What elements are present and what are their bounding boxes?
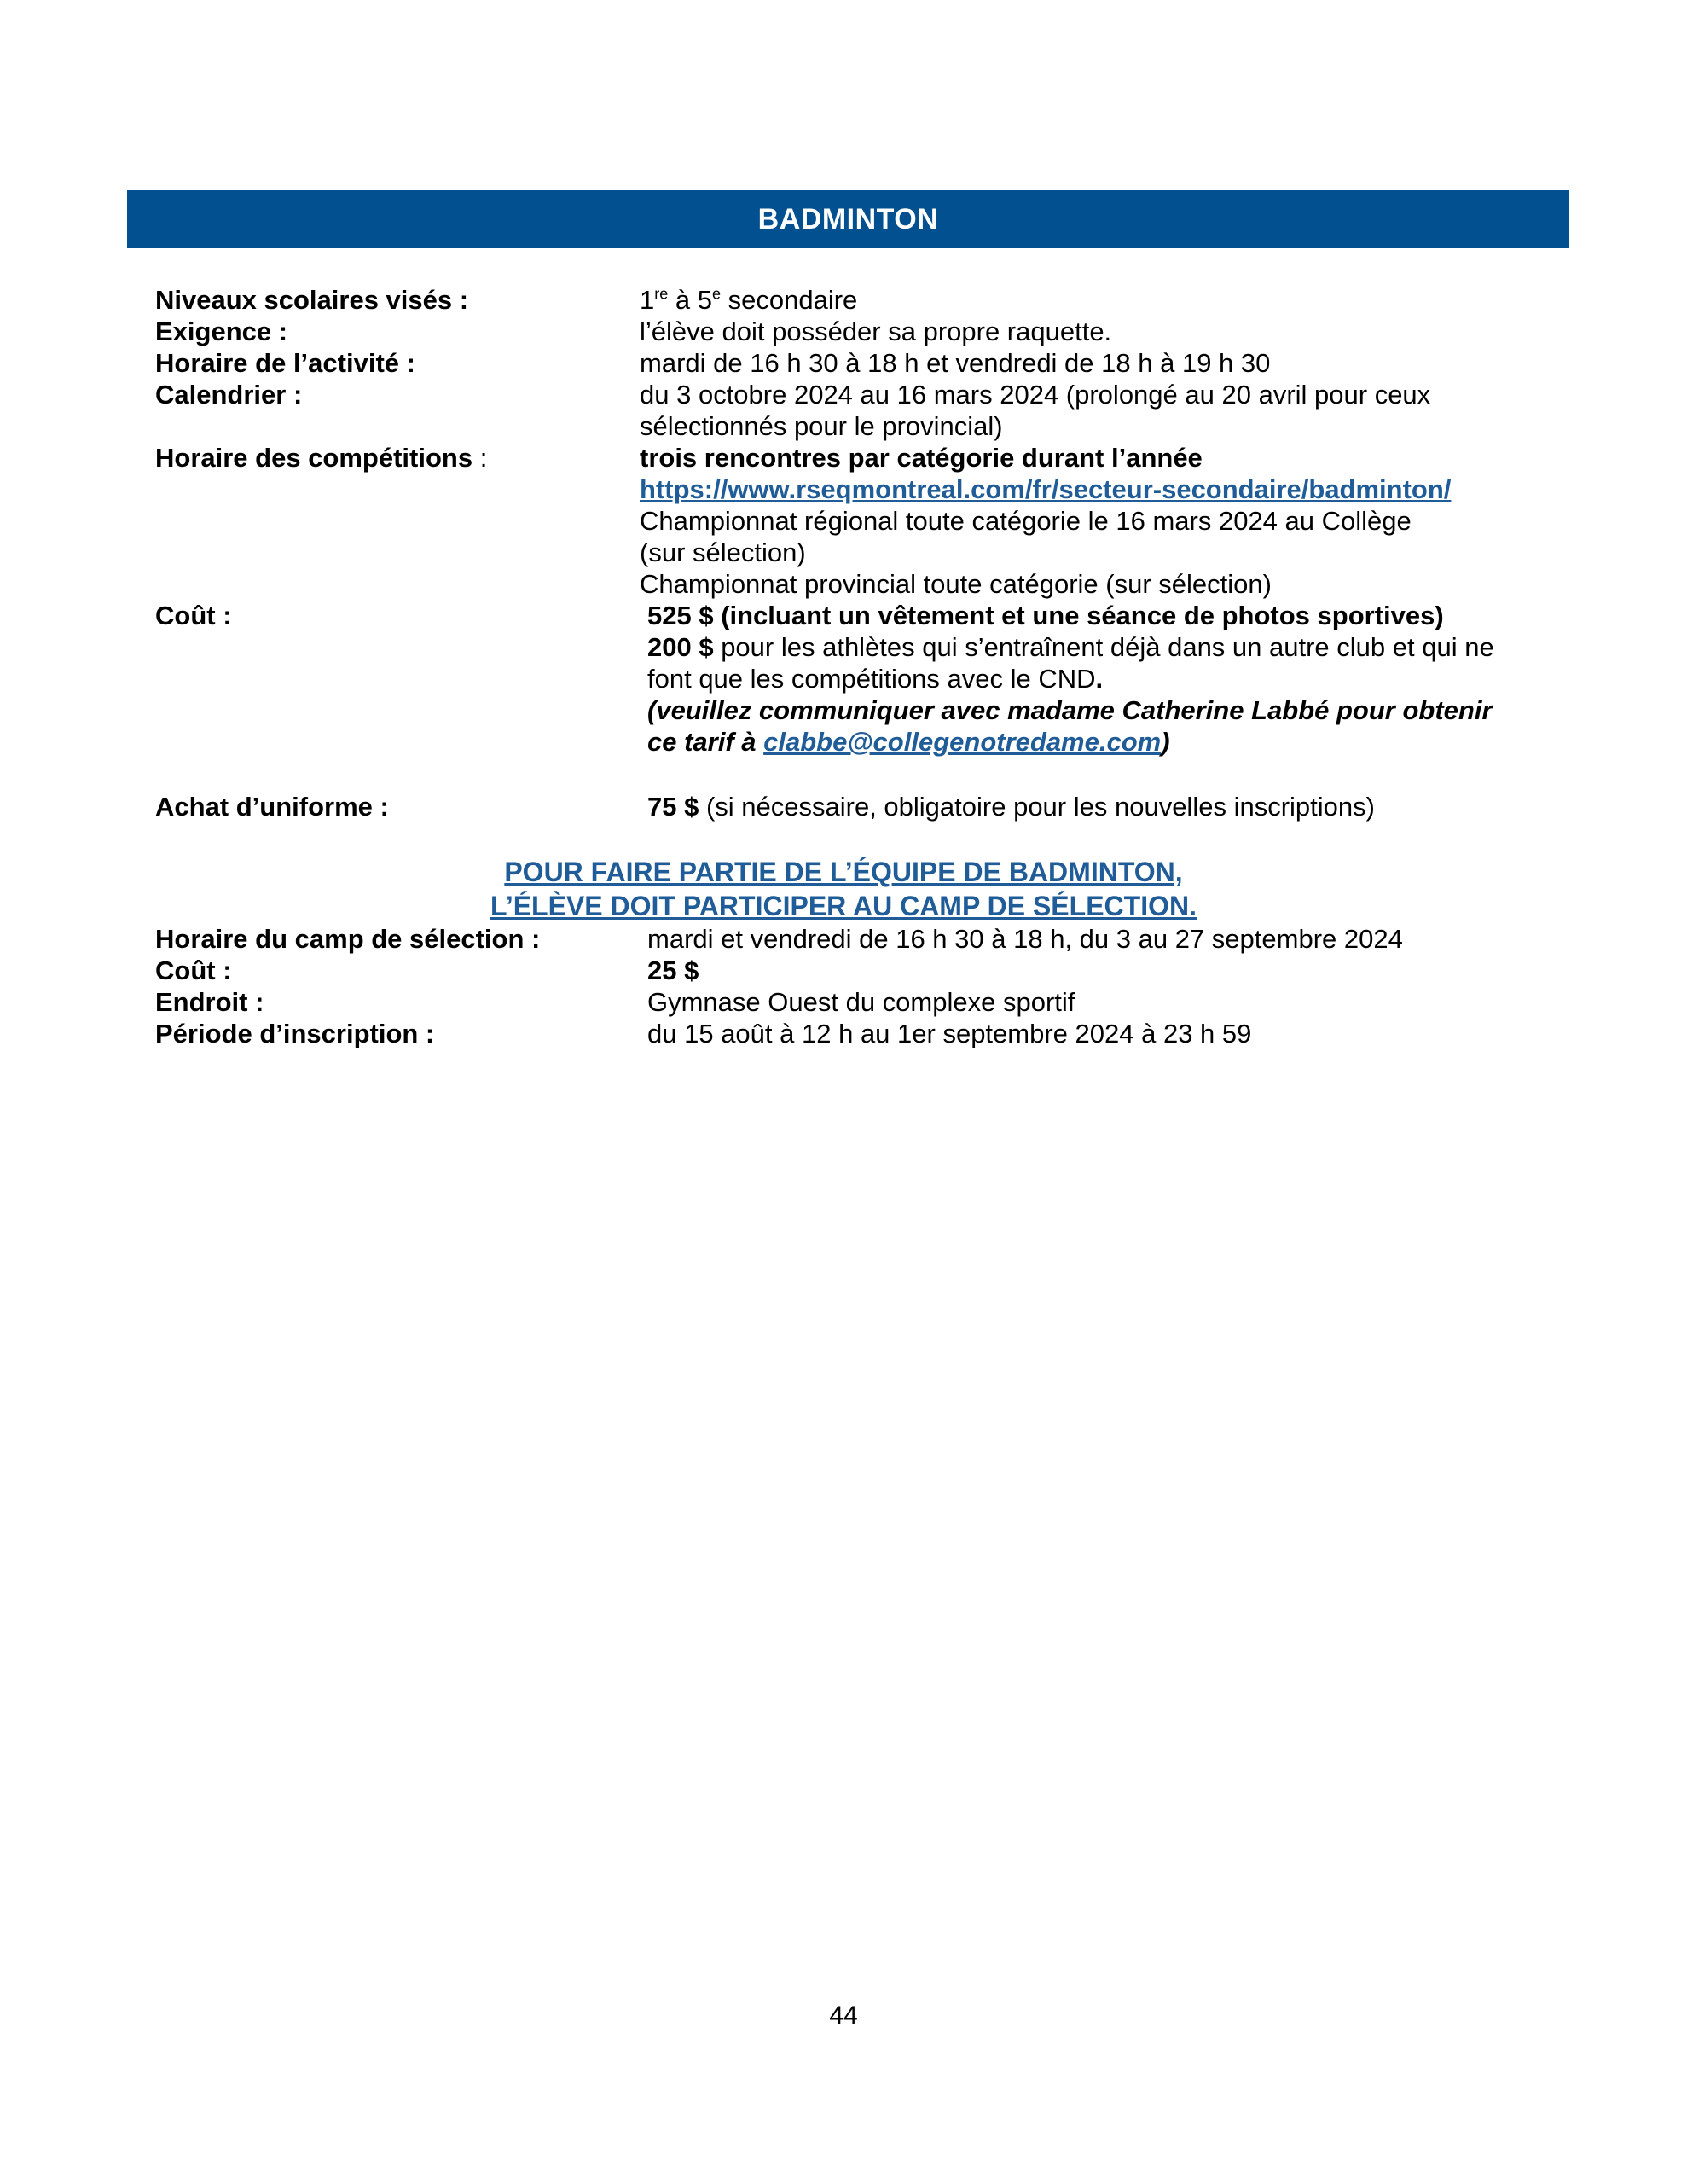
selection-notice-line2: L’ÉLÈVE DOIT PARTICIPER AU CAMP DE SÉLECTION.	[490, 891, 1197, 921]
value-calendrier-line2: sélectionnés pour le provincial)	[640, 411, 1003, 441]
rseq-link[interactable]: https://www.rseqmontreal.com/fr/secteur-secondaire/badminton/	[640, 474, 1452, 504]
competitions-link-row	[640, 473, 1451, 505]
value-competitions-line3: Championnat régional toute catégorie le 16 mars 2024 au Collège	[640, 506, 1412, 536]
label-camp-periode: Période d’inscription :	[155, 1019, 435, 1048]
value-cout-line5: ce tarif à clabbe@collegenotredame.com)	[647, 727, 1170, 757]
value-exigence: l’élève doit posséder sa propre raquette.	[640, 317, 1112, 346]
value-competitions-line4: (sur sélection)	[640, 537, 806, 567]
section-title: BADMINTON	[757, 202, 939, 235]
value-camp-periode: du 15 août à 12 h au 1er septembre 2024 à 23 h 59	[647, 1019, 1252, 1048]
label-camp-cout: Coût :	[155, 956, 232, 985]
value-niveaux: 1re à 5e secondaire	[640, 285, 858, 315]
selection-notice-line1: POUR FAIRE PARTIE DE L’ÉQUIPE DE BADMINTON,	[504, 857, 1183, 887]
value-calendrier-line1: du 3 octobre 2024 au 16 mars 2024 (prolongé au 20 avril pour ceux	[640, 380, 1431, 410]
page-number: 44	[829, 2001, 858, 2030]
value-camp-cout: 25 $	[647, 956, 699, 985]
value-horaire: mardi de 16 h 30 à 18 h et vendredi de 18 h à 19 h 30	[640, 348, 1271, 378]
label-competitions: Horaire des compétitions :	[155, 443, 488, 473]
label-uniforme: Achat d’uniforme :	[155, 792, 389, 822]
value-camp-endroit: Gymnase Ouest du complexe sportif	[647, 987, 1075, 1017]
value-cout-line1: 525 $ (incluant un vêtement et une séance de photos sportives)	[647, 601, 1444, 630]
label-cout: Coût :	[155, 601, 232, 630]
label-camp-horaire: Horaire du camp de sélection :	[155, 924, 541, 954]
label-camp-endroit: Endroit :	[155, 987, 264, 1017]
value-camp-horaire: mardi et vendredi de 16 h 30 à 18 h, du 3 au 27 septembre 2024	[647, 924, 1403, 954]
label-calendrier: Calendrier :	[155, 380, 303, 410]
value-cout-line2: 200 $ pour les athlètes qui s’entraînent déjà dans un autre club et qui ne	[647, 632, 1494, 662]
value-uniforme: 75 $ (si nécessaire, obligatoire pour les nouvelles inscriptions)	[647, 792, 1375, 822]
section-title-banner	[127, 190, 1569, 248]
label-exigence: Exigence :	[155, 317, 288, 346]
label-horaire: Horaire de l’activité :	[155, 348, 415, 378]
value-competitions-line5: Championnat provincial toute catégorie (sur sélection)	[640, 569, 1272, 599]
value-cout-line3: font que les compétitions avec le CND.	[647, 664, 1104, 694]
value-cout-line4: (veuillez communiquer avec madame Catherine Labbé pour obtenir	[647, 695, 1493, 725]
label-niveaux: Niveaux scolaires visés :	[155, 285, 469, 315]
email-link[interactable]: clabbe@collegenotredame.com	[763, 727, 1162, 757]
value-competitions-line1: trois rencontres par catégorie durant l’année	[640, 443, 1203, 473]
